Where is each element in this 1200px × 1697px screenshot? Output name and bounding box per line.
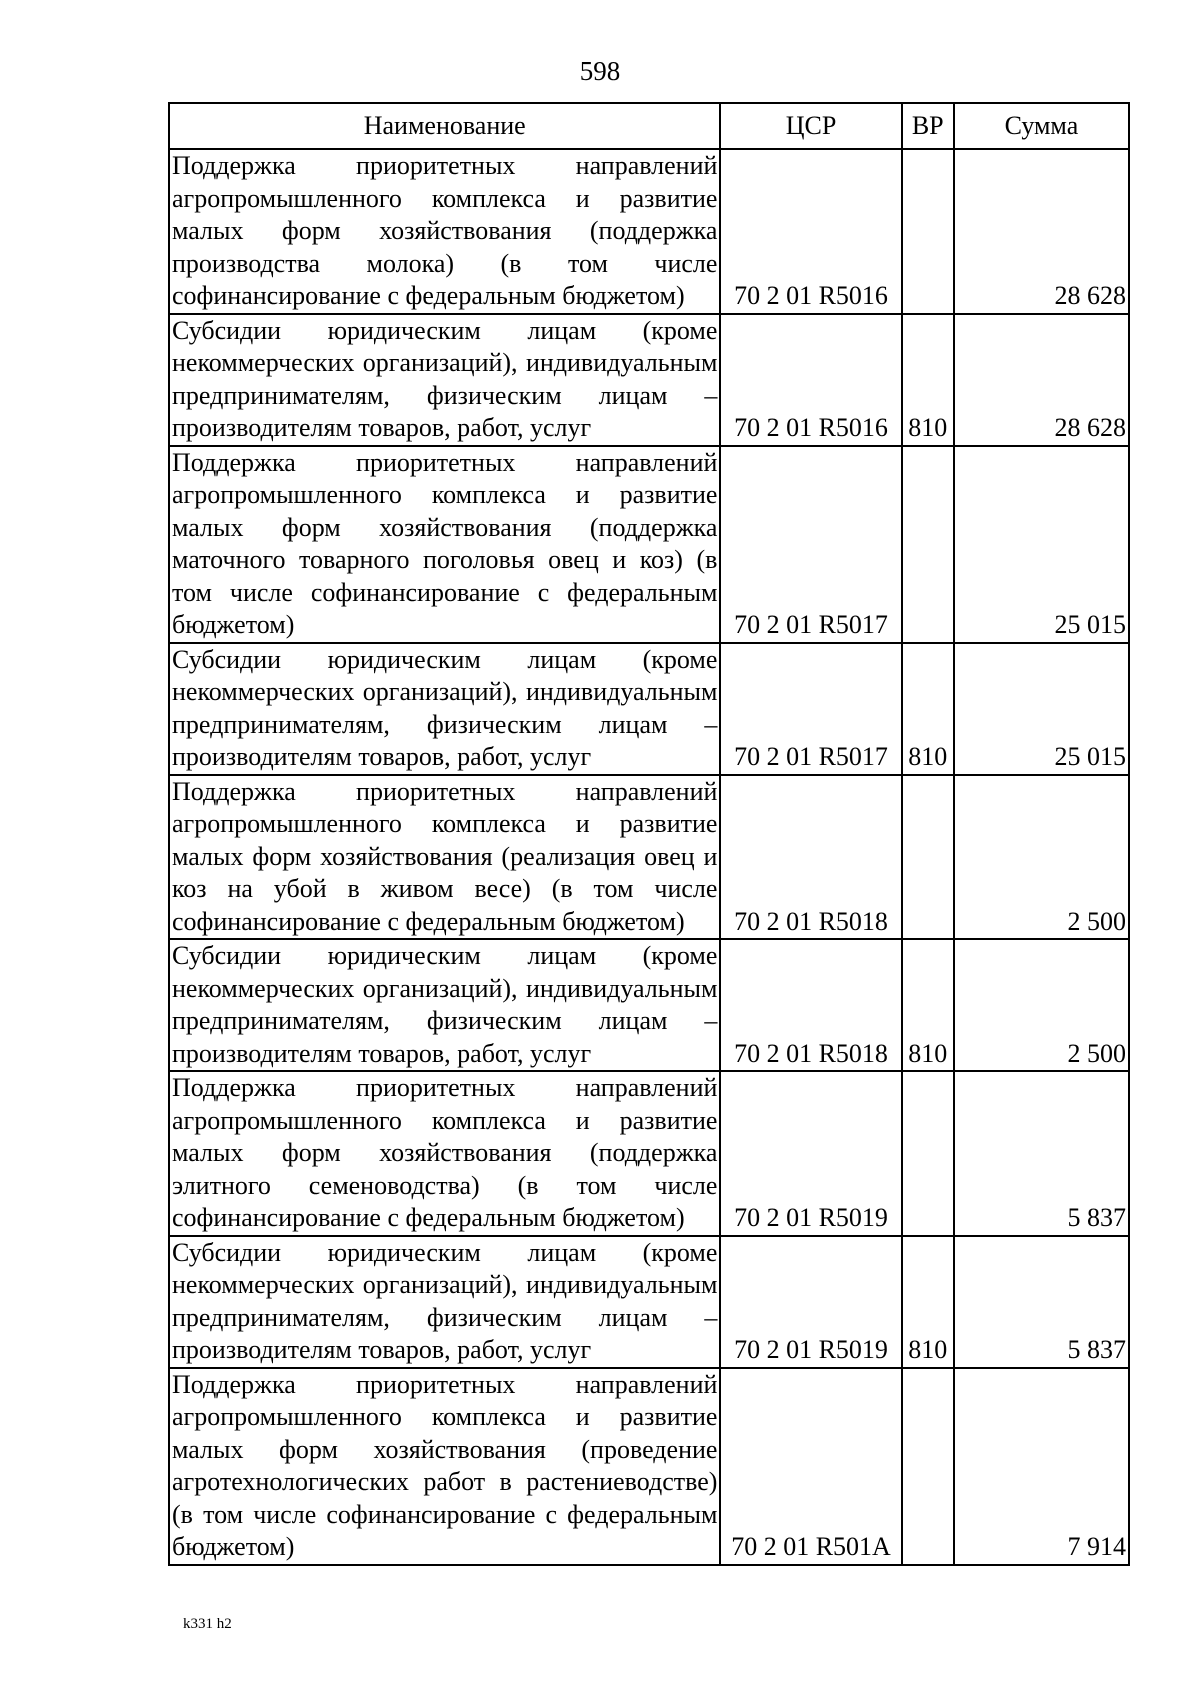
row-csr-cell: 70 2 01 R5018 [720, 775, 901, 940]
row-sum-cell: 2 500 [954, 939, 1129, 1071]
row-csr-cell: 70 2 01 R5017 [720, 446, 901, 643]
table-row [169, 314, 1129, 446]
row-csr-cell: 70 2 01 R5019 [720, 1236, 901, 1368]
row-vr-cell: 810 [902, 939, 954, 1071]
row-sum-cell: 7 914 [954, 1368, 1129, 1565]
row-csr-cell: 70 2 01 R5016 [720, 149, 901, 314]
row-vr-cell [902, 1368, 954, 1565]
header-name: Наименование [169, 103, 720, 149]
table-row [169, 1236, 1129, 1368]
row-vr-cell [902, 1071, 954, 1236]
row-csr-cell: 70 2 01 R501A [720, 1368, 901, 1565]
row-csr-cell: 70 2 01 R5016 [720, 314, 901, 446]
table-row [169, 1071, 1129, 1236]
table-header-row [169, 103, 1129, 149]
page-number: 598 [579, 56, 621, 86]
table-row [169, 643, 1129, 775]
row-sum-cell: 28 628 [954, 314, 1129, 446]
table-row [169, 149, 1129, 314]
row-sum-cell: 25 015 [954, 446, 1129, 643]
row-sum-cell: 25 015 [954, 643, 1129, 775]
row-vr-cell [902, 149, 954, 314]
row-sum-cell: 2 500 [954, 775, 1129, 940]
row-name-cell: Субсидии юридическим лицам (кроме некоммерческих организаций), индивидуальным предпринимателям, физическим лицам – производителям товаров, работ, услуг [169, 643, 720, 775]
row-csr-cell: 70 2 01 R5018 [720, 939, 901, 1071]
row-vr-cell [902, 446, 954, 643]
budget-table [168, 102, 1130, 1566]
row-vr-cell: 810 [902, 1236, 954, 1368]
row-name-cell: Поддержка приоритетных направлений агропромышленного комплекса и развитие малых форм хозяйствования (проведение агротехнологических работ в растениеводстве) (в том числе софинансирование с федеральным бюджетом) [169, 1368, 720, 1565]
row-name-cell: Поддержка приоритетных направлений агропромышленного комплекса и развитие малых форм хозяйствования (поддержка элитного семеноводства) (в том числе софинансирование с федеральным бюджетом) [169, 1071, 720, 1236]
row-vr-cell: 810 [902, 314, 954, 446]
row-name-cell: Субсидии юридическим лицам (кроме некоммерческих организаций), индивидуальным предпринимателям, физическим лицам – производителям товаров, работ, услуг [169, 939, 720, 1071]
header-csr: ЦСР [720, 103, 901, 149]
row-sum-cell: 5 837 [954, 1071, 1129, 1236]
table-row [169, 1368, 1129, 1565]
row-csr-cell: 70 2 01 R5019 [720, 1071, 901, 1236]
row-name-cell: Поддержка приоритетных направлений агропромышленного комплекса и развитие малых форм хозяйствования (реализация овец и коз на убой в живом весе) (в том числе софинансирование с федеральным бюджетом) [169, 775, 720, 940]
table-row [169, 775, 1129, 940]
row-name-cell: Поддержка приоритетных направлений агропромышленного комплекса и развитие малых форм хозяйствования (поддержка производства молока) (в том числе софинансирование с федеральным бюджетом) [169, 149, 720, 314]
row-name-cell: Субсидии юридическим лицам (кроме некоммерческих организаций), индивидуальным предпринимателям, физическим лицам – производителям товаров, работ, услуг [169, 314, 720, 446]
row-sum-cell: 5 837 [954, 1236, 1129, 1368]
header-vr: ВР [902, 103, 954, 149]
row-name-cell: Поддержка приоритетных направлений агропромышленного комплекса и развитие малых форм хозяйствования (поддержка маточного товарного поголовья овец и коз) (в том числе софинансирование с федеральным бюджетом) [169, 446, 720, 643]
table-row [169, 446, 1129, 643]
header-sum: Сумма [954, 103, 1129, 149]
row-name-cell: Субсидии юридическим лицам (кроме некоммерческих организаций), индивидуальным предпринимателям, физическим лицам – производителям товаров, работ, услуг [169, 1236, 720, 1368]
row-vr-cell [902, 775, 954, 940]
row-csr-cell: 70 2 01 R5017 [720, 643, 901, 775]
footer-code: k331 h2 [183, 1616, 232, 1632]
table-row [169, 939, 1129, 1071]
row-vr-cell: 810 [902, 643, 954, 775]
row-sum-cell: 28 628 [954, 149, 1129, 314]
